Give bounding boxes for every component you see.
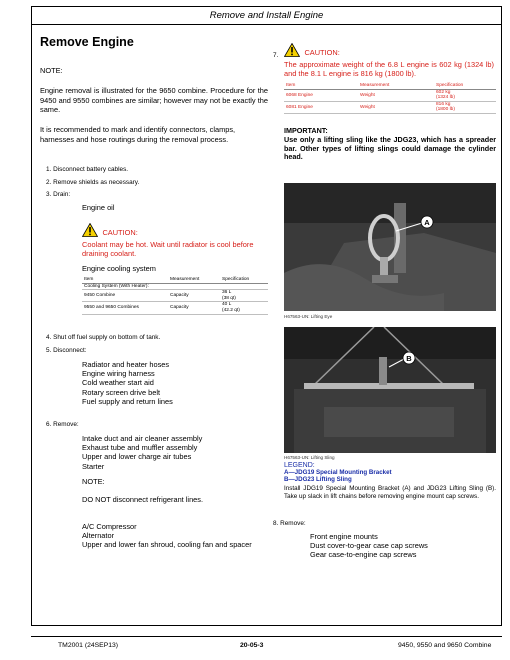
footer-doc-id: TM2001 (24SEP13) xyxy=(58,642,119,649)
important-label: IMPORTANT: xyxy=(284,126,328,135)
header-rule xyxy=(31,24,502,25)
list-item: Starter xyxy=(82,461,105,471)
warning-triangle-icon xyxy=(82,223,98,237)
legend-label: LEGEND: xyxy=(284,462,315,469)
legend-item-b: B—JDG23 Lifting Sling xyxy=(284,476,352,484)
note2-label: NOTE: xyxy=(82,477,105,486)
caution-label: CAUTION: xyxy=(304,48,340,57)
list-item: Upper and lower charge air tubes xyxy=(82,452,192,462)
list-item: Exhaust tube and muffler assembly xyxy=(82,443,198,453)
spec-value-alt: (42.2 qt) xyxy=(222,307,240,313)
footer-rule xyxy=(31,636,502,637)
list-item: Radiator and heater hoses xyxy=(82,360,170,369)
table-cell: 6068 Engine xyxy=(284,89,358,101)
caution-text: Coolant may be hot. Wait until radiator is cool before draining coolant. xyxy=(82,240,254,259)
callout-b: B xyxy=(406,353,412,363)
lifting-eye-illustration xyxy=(284,183,496,311)
table-cell: 9550 and 9650 Combines xyxy=(82,302,168,314)
table-header-specification: Specification xyxy=(220,277,268,283)
table-cell xyxy=(220,302,268,314)
step-4: 4. Shut off fuel supply on bottom of tank. xyxy=(46,334,161,341)
engine-weight-table xyxy=(284,83,496,114)
coolant-caution xyxy=(82,222,272,258)
list-item: Fuel supply and return lines xyxy=(82,396,173,406)
caution-text: The approximate weight of the 6.8 L engine is 602 kg (1324 lb) and the 8.1 L engine is 816 kg (1800 lb). xyxy=(284,60,494,79)
list-item: Engine wiring harness xyxy=(82,369,155,379)
table-cell xyxy=(220,290,268,302)
table-cell: 9450 Combine xyxy=(82,290,168,302)
step-6: 6. Remove: xyxy=(46,421,79,428)
step-1: 1. Disconnect battery cables. xyxy=(46,166,129,173)
list-item: Upper and lower fan shroud, cooling fan and spacer xyxy=(82,540,252,550)
list-item: Dust cover-to-gear case cap screws xyxy=(310,541,428,551)
table-header-measurement: Measurement xyxy=(168,277,220,283)
spec-value-alt: (38 qt) xyxy=(222,295,236,301)
important-block xyxy=(284,127,496,162)
list-item: Cold weather start aid xyxy=(82,378,154,388)
note-label: NOTE: xyxy=(40,66,63,75)
spec-value-alt: (1800 lb) xyxy=(436,107,455,113)
page-header: Remove and Install Engine xyxy=(209,10,324,21)
list-item: Gear case-to-engine cap screws xyxy=(310,550,417,560)
spec-value: 816 kg xyxy=(436,101,451,107)
table-header-measurement: Measurement xyxy=(358,83,434,89)
table-row xyxy=(82,290,268,302)
footer-model: 9450, 9550 and 9650 Combine xyxy=(398,642,492,649)
callout-a: A xyxy=(424,217,430,227)
list-item: Alternator xyxy=(82,531,115,541)
spec-value: 40 L xyxy=(222,302,232,308)
step-3: 3. Drain: xyxy=(46,191,71,198)
spec-value: 36 L xyxy=(222,290,232,296)
weight-caution xyxy=(284,42,496,78)
table-cell: Cooling System (With Heater): xyxy=(82,283,268,290)
drain-engine-oil: Engine oil xyxy=(82,203,115,212)
step-8: 8. Remove: xyxy=(273,520,306,527)
lifting-sling-illustration xyxy=(284,327,496,453)
table-cell xyxy=(434,101,496,113)
table-row xyxy=(284,89,496,101)
table-cell: Weight xyxy=(358,101,434,113)
table-header-item: Item xyxy=(82,277,168,283)
install-paragraph: Install JDG19 Special Mounting Bracket (A) and JDG23 Lifting Sling (B). Take up slack in lift chains before removing engine mount cap screws. xyxy=(284,485,496,501)
spec-value: 602 kg xyxy=(436,89,451,95)
list-item: A/C Compressor xyxy=(82,522,137,531)
recommend-paragraph: It is recommended to mark and identify connectors, clamps, harnesses and hose routings during the removal process. xyxy=(40,125,236,144)
lifting-eye-photo xyxy=(284,183,496,311)
remove-list-8 xyxy=(310,532,428,560)
table-header-specification: Specification xyxy=(434,83,496,89)
section-title: Remove Engine xyxy=(40,35,134,49)
table-cell: Capacity xyxy=(168,302,220,314)
table-cell xyxy=(434,89,496,101)
step-7: 7. xyxy=(273,52,279,59)
disconnect-list xyxy=(82,360,173,406)
table-row xyxy=(284,101,496,113)
intro-paragraph: Engine removal is illustrated for the 9650 combine. Procedure for the 9450 and 9550 combines are similar; however may not be exactly the same. xyxy=(40,86,268,115)
warning-triangle-icon xyxy=(284,43,300,57)
table-row xyxy=(82,283,268,290)
photo2-caption: H67563-UN: Lifting Sling xyxy=(284,455,335,460)
remove-list-2 xyxy=(82,522,268,550)
list-item: Front engine mounts xyxy=(310,532,378,541)
cooling-capacity-table xyxy=(82,277,268,315)
caution-label: CAUTION: xyxy=(102,228,138,237)
note2-text: DO NOT disconnect refrigerant lines. xyxy=(82,495,204,504)
list-item: Intake duct and air cleaner assembly xyxy=(82,434,203,443)
table-cell: 6081 Engine xyxy=(284,101,358,113)
legend-item-a: A—JDG19 Special Mounting Bracket xyxy=(284,469,392,477)
remove-list xyxy=(82,434,202,471)
table-cell: Capacity xyxy=(168,290,220,302)
important-text: Use only a lifting sling like the JDG23, which has a spreader bar. Other types of lifting slings could damage the cylinder head. xyxy=(284,134,496,162)
footer-page-number: 20-05-3 xyxy=(240,642,264,649)
drain-cooling-system: Engine cooling system xyxy=(82,264,156,273)
lifting-sling-photo xyxy=(284,327,496,453)
step-5: 5. Disconnect: xyxy=(46,347,87,354)
table-header-item: Item xyxy=(284,83,358,89)
table-row xyxy=(82,302,268,314)
table-cell: Weight xyxy=(358,89,434,101)
photo1-caption: H67563-UN: Lifting Eye xyxy=(284,314,333,319)
list-item: Rotary screen drive belt xyxy=(82,387,161,397)
spec-value-alt: (1324 lb) xyxy=(436,95,455,101)
step-2: 2. Remove shields as necessary. xyxy=(46,179,140,186)
legend xyxy=(284,462,392,484)
